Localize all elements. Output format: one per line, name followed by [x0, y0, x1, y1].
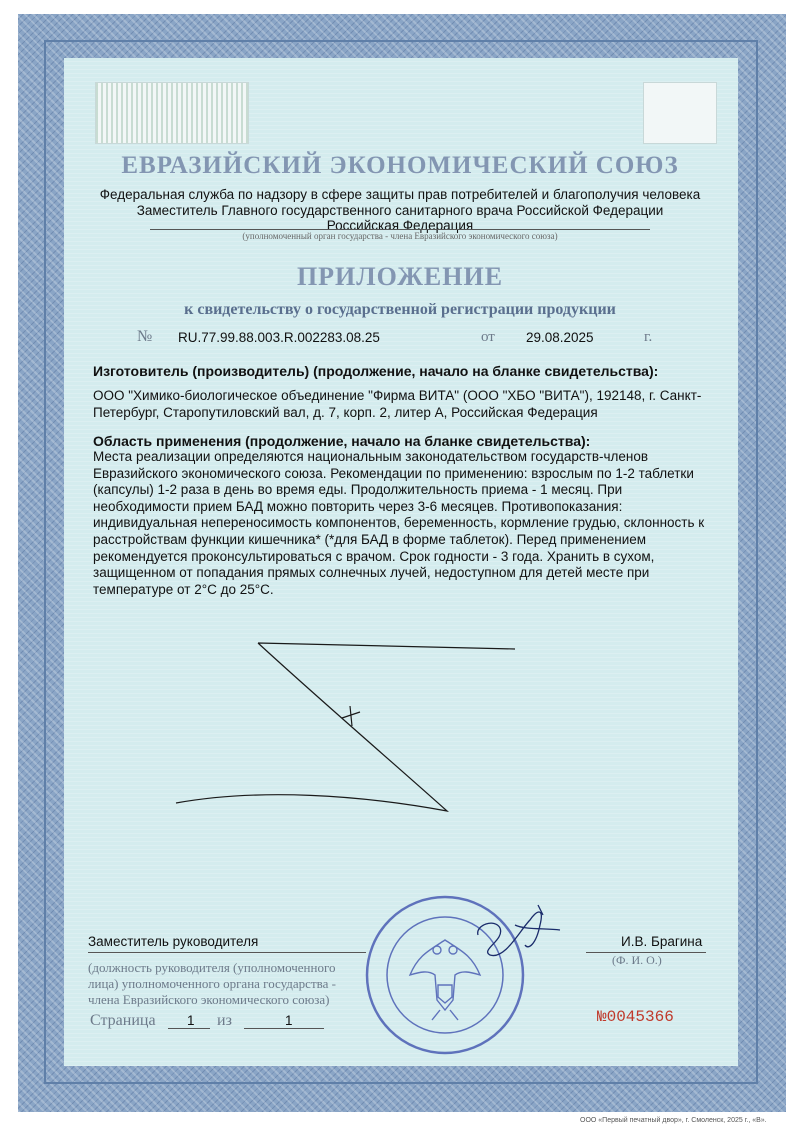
scope-line: Евразийского экономического союза. Рекомендации по применению: взрослым по 1-2 таблетки	[93, 465, 694, 481]
position-caption-line: лица) уполномоченного органа государства -	[88, 976, 336, 991]
scope-line: расстройствам функции кишечника* (*для БАД в форме таблеток). Перед применением	[93, 531, 647, 547]
scope-line: необходимости прием БАД можно повторить через 3-6 месяцев. Противопоказания:	[93, 498, 623, 514]
agency-line-1: Федеральная служба по надзору в сфере защиты прав потребителей и благополучия человека	[99, 187, 701, 202]
page-underline	[168, 1028, 210, 1029]
signer-position: Заместитель руководителя	[88, 934, 259, 949]
scope-line: рекомендуется проконсультироваться с врачом. Срок годности - 3 года. Хранить в сухом,	[93, 548, 655, 564]
union-title: ЕВРАЗИЙСКИЙ ЭКОНОМИЧЕСКИЙ СОЮЗ	[121, 152, 679, 179]
manufacturer-line: Петербург, Старопутиловский вал, д. 7, корп. 2, литер А, Российская Федерация	[93, 404, 598, 420]
registration-number: RU.77.99.88.003.R.002283.08.25	[178, 330, 380, 345]
total-pages: 1	[285, 1013, 293, 1028]
scope-line: индивидуальная непереносимость компонентов, беременность, кормление грудью, склонность к	[93, 515, 705, 531]
agency-line-3: Российская Федерация	[326, 218, 474, 233]
year-suffix: г.	[644, 329, 653, 345]
position-caption	[88, 960, 336, 1008]
manufacturer-line: ООО "Химико-биологическое объединение "Фирма ВИТА" (ООО "ХБО "ВИТА"), 192148, г. Санкт-	[93, 388, 702, 403]
manufacturer-heading: Изготовитель (производитель) (продолжение, начало на бланке свидетельства):	[93, 363, 659, 379]
scope-line: температуре от 2°С до 25°С.	[93, 581, 274, 597]
scope-heading: Область применения (продолжение, начало на бланке свидетельства):	[93, 433, 591, 449]
appendix-title: ПРИЛОЖЕНИЕ	[296, 262, 504, 291]
page-label: Страница	[90, 1012, 156, 1029]
appendix-subtitle: к свидетельству о государственной регистрации продукции	[184, 301, 616, 318]
signer-name: И.В. Брагина	[621, 934, 703, 949]
coat-of-arms-icon	[410, 940, 480, 1020]
of-label: из	[217, 1012, 232, 1029]
official-stamp	[367, 897, 523, 1053]
position-caption-line: (должность руководителя (уполномоченного	[88, 960, 336, 975]
authority-caption: (уполномоченный орган государства - члена Евразийского экономического союза)	[242, 231, 558, 241]
registration-date: 29.08.2025	[526, 330, 594, 345]
page-number: 1	[187, 1013, 195, 1028]
agency-line-2: Заместитель Главного государственного санитарного врача Российской Федерации	[136, 203, 664, 218]
position-caption-line: члена Евразийского экономического союза)	[88, 992, 330, 1007]
position-underline	[88, 952, 366, 953]
name-caption: (Ф. И. О.)	[612, 953, 662, 967]
total-underline	[244, 1028, 324, 1029]
printer-imprint: ООО «Первый печатный двор», г. Смоленск, 2025 г., «В».	[580, 1117, 767, 1124]
date-label: от	[481, 329, 495, 345]
form-serial-number: №0045366	[597, 1008, 674, 1026]
strike-through-mark	[176, 643, 515, 811]
number-label: №	[137, 328, 153, 345]
scope-line: Места реализации определяются национальным законодательством государств-членов	[93, 449, 649, 464]
scope-line: (капсулы) 1-2 раза в день во время еды. Продолжительность приема - 1 месяц. При	[93, 482, 623, 498]
scope-line: защищенном от попадания прямых солнечных лучей, недоступном для детей месте при	[93, 565, 650, 581]
